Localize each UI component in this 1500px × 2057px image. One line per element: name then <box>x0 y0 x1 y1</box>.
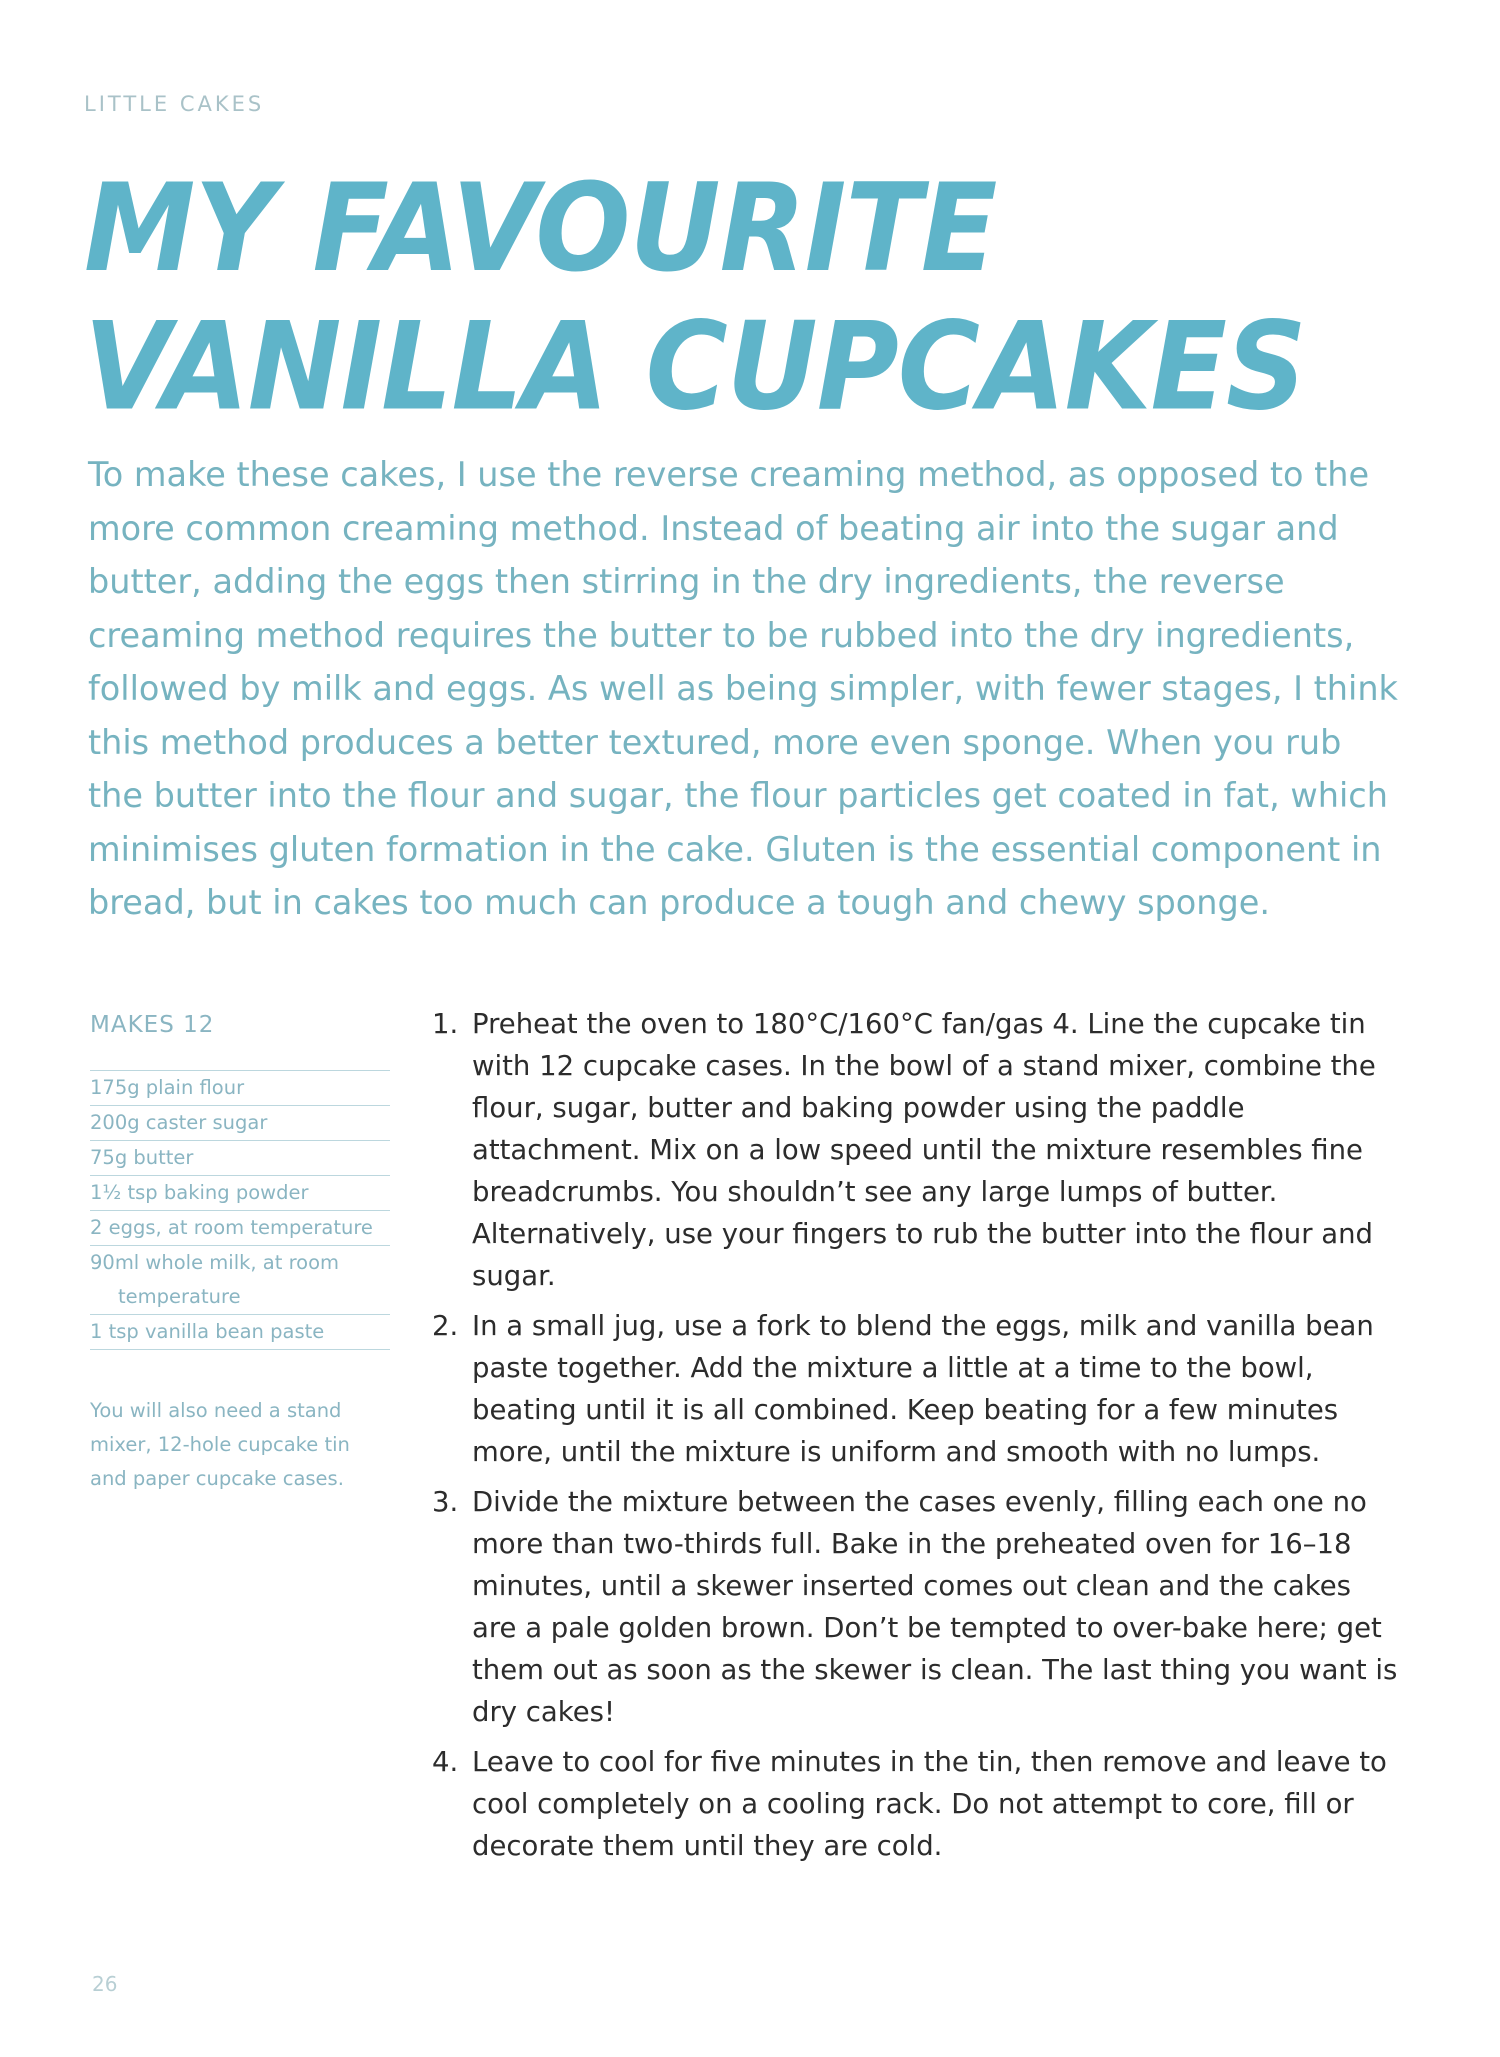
step-number: 2. <box>432 1310 459 1342</box>
method-step <box>432 1003 1400 1297</box>
ingredient-item <box>90 1106 390 1141</box>
section-label: LITTLE CAKES <box>84 92 265 116</box>
recipe-title <box>84 158 1306 438</box>
ingredient-item <box>90 1071 390 1106</box>
ingredient-item <box>90 1246 390 1315</box>
ingredient-item <box>90 1211 390 1246</box>
step-text: Leave to cool for five minutes in the tin, then remove and leave to cool completely on a cooling rack. Do not attempt to core, fill or decorate them until they are cold. <box>472 1746 1387 1862</box>
method-steps <box>432 1003 1400 1875</box>
intro-paragraph: To make these cakes, I use the reverse creaming method, as opposed to the more common creaming method. Instead of beating air into the sugar and butter, adding the eggs then stirring in the dry ingredients, the reverse creaming method requires the butter to be rubbed into the dry ingredients, followed by milk and eggs. As well as being simpler, with fewer stages, I think this method produces a better textured, more even sponge. When you rub the butter into the flour and sugar, the flour particles get coated in fat, which minimises gluten formation in the cake. Gluten is the essential component in bread, but in cakes too much can produce a tough and chewy sponge. <box>88 455 1398 922</box>
page-number: 26 <box>92 1972 118 1996</box>
method-step <box>432 1305 1400 1473</box>
ingredient-list <box>90 1070 390 1350</box>
ingredient-item <box>90 1315 390 1350</box>
method-step <box>432 1481 1400 1733</box>
ingredients-sidebar <box>90 1012 390 1496</box>
ingredient-text: 1½ tsp baking powder <box>90 1181 309 1204</box>
equipment-note: You will also need a stand mixer, 12-hole cupcake tin and paper cupcake cases. <box>90 1399 350 1490</box>
ingredient-text: 2 eggs, at room temperature <box>90 1216 373 1239</box>
ingredient-text: 1 tsp vanilla bean paste <box>90 1320 325 1343</box>
ingredient-text: 75g butter <box>90 1146 194 1169</box>
ingredient-item <box>90 1141 390 1176</box>
step-text: In a small jug, use a fork to blend the eggs, milk and vanilla bean paste together. Add the mixture a little at a time to the bowl, beating until it is all combined. Keep beating for a few minutes more, until the mixture is uniform and smooth with no lumps. <box>472 1310 1374 1468</box>
step-number: 4. <box>432 1746 459 1778</box>
method-step <box>432 1741 1400 1867</box>
recipe-title-line-1: MY FAVOURITE <box>84 158 997 300</box>
step-number: 3. <box>432 1486 459 1518</box>
ingredient-text: 200g caster sugar <box>90 1111 268 1134</box>
ingredient-text: 90ml whole milk, at room temperature <box>90 1251 340 1308</box>
ingredient-item <box>90 1176 390 1211</box>
recipe-title-line-2: VANILLA CUPCAKES <box>84 297 1306 438</box>
step-text: Divide the mixture between the cases evenly, filling each one no more than two-thirds full. Bake in the preheated oven for 16–18 minutes, until a skewer inserted comes out clean and the cakes are a pale golden brown. Don’t be tempted to over-bake here; get them out as soon as the skewer is clean. The last thing you want is dry cakes! <box>472 1486 1398 1728</box>
step-text: Preheat the oven to 180°C/160°C fan/gas 4. Line the cupcake tin with 12 cupcake cases. In the bowl of a stand mixer, combine the flour, sugar, butter and baking powder using the paddle attachment. Mix on a low speed until the mixture resembles fine breadcrumbs. You shouldn’t see any large lumps of butter. Alternatively, use your fingers to rub the butter into the flour and sugar. <box>472 1008 1376 1292</box>
makes-count: MAKES 12 <box>90 1012 215 1038</box>
step-number: 1. <box>432 1008 459 1040</box>
ingredient-text: 175g plain flour <box>90 1076 245 1099</box>
